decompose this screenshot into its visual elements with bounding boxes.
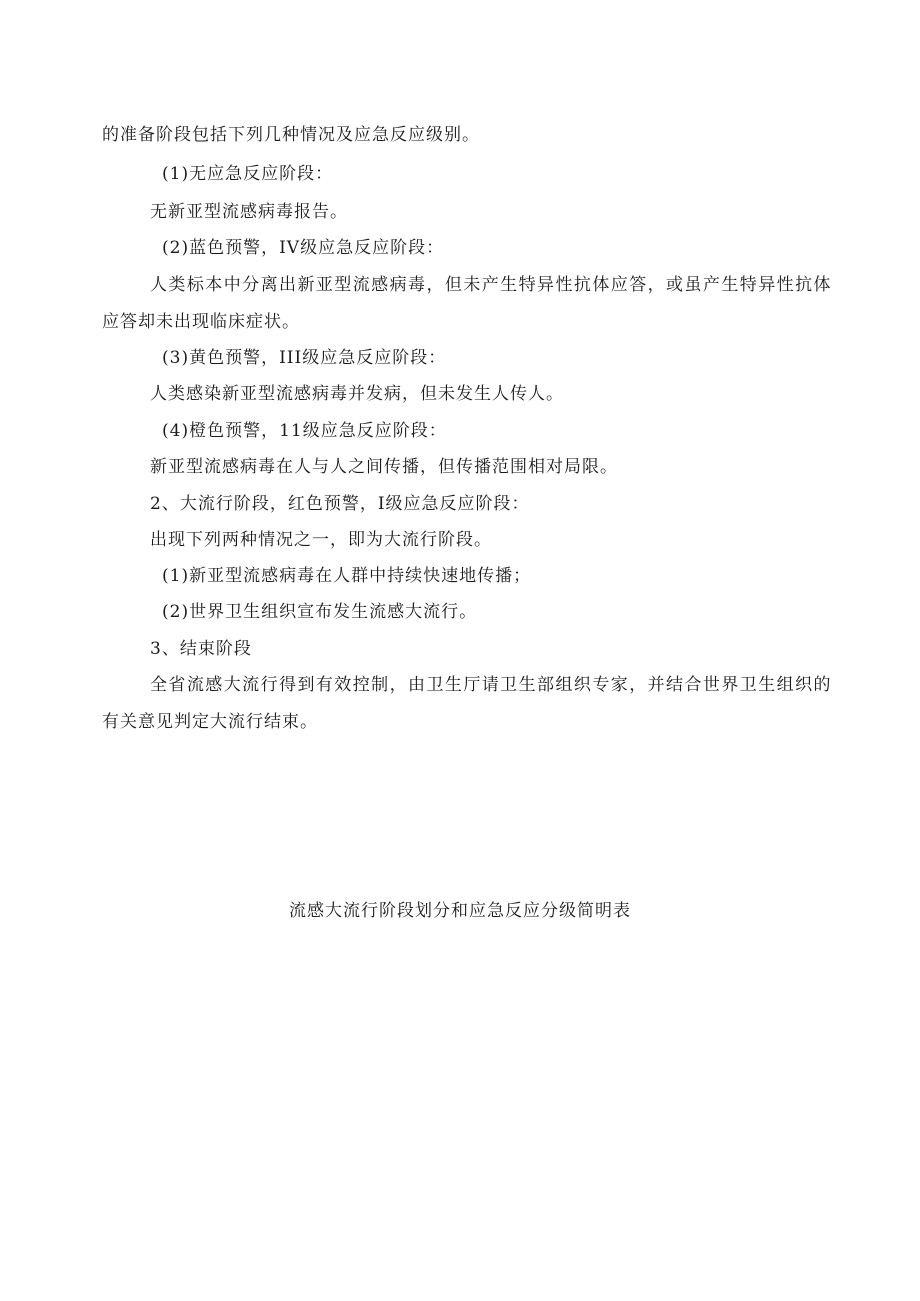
section-heading-end: 3、结束阶段 — [150, 639, 252, 659]
paragraph-line: 应答却未出现临床症状。 — [102, 312, 300, 332]
stage-heading-blue-warning: (2)蓝色预警，IV级应急反应阶段： — [162, 238, 445, 258]
stage-heading-no-response: (1)无应急反应阶段： — [162, 164, 334, 184]
stage-heading-orange-warning: (4)橙色预警，11级应急反应阶段： — [162, 421, 447, 441]
paragraph-line: 人类标本中分离出新亚型流感病毒，但未产生特异性抗体应答，或虽产生特异性抗体 — [150, 275, 831, 295]
paragraph-line: 无新亚型流感病毒报告。 — [150, 202, 348, 222]
paragraph-line: 人类感染新亚型流感病毒并发病，但未发生人传人。 — [150, 384, 564, 404]
stage-heading-yellow-warning: (3)黄色预警，III级应急反应阶段： — [162, 348, 447, 368]
list-item: (2)世界卫生组织宣布发生流感大流行。 — [162, 602, 478, 622]
paragraph-line: 出现下列两种情况之一，即为大流行阶段。 — [150, 530, 492, 550]
list-item: (1)新亚型流感病毒在人群中持续快速地传播； — [162, 566, 532, 586]
paragraph-line: 全省流感大流行得到有效控制，由卫生厅请卫生部组织专家，并结合世界卫生组织的 — [150, 675, 831, 695]
paragraph-line: 有关意见判定大流行结束。 — [102, 712, 318, 732]
paragraph-line: 新亚型流感病毒在人与人之间传播，但传播范围相对局限。 — [150, 457, 618, 477]
paragraph-line: 的准备阶段包括下列几种情况及应急反应级别。 — [102, 125, 480, 145]
section-heading-pandemic: 2、大流行阶段，红色预警，I级应急反应阶段： — [150, 494, 530, 514]
table-caption: 流感大流行阶段划分和应急反应分级简明表 — [289, 901, 631, 921]
